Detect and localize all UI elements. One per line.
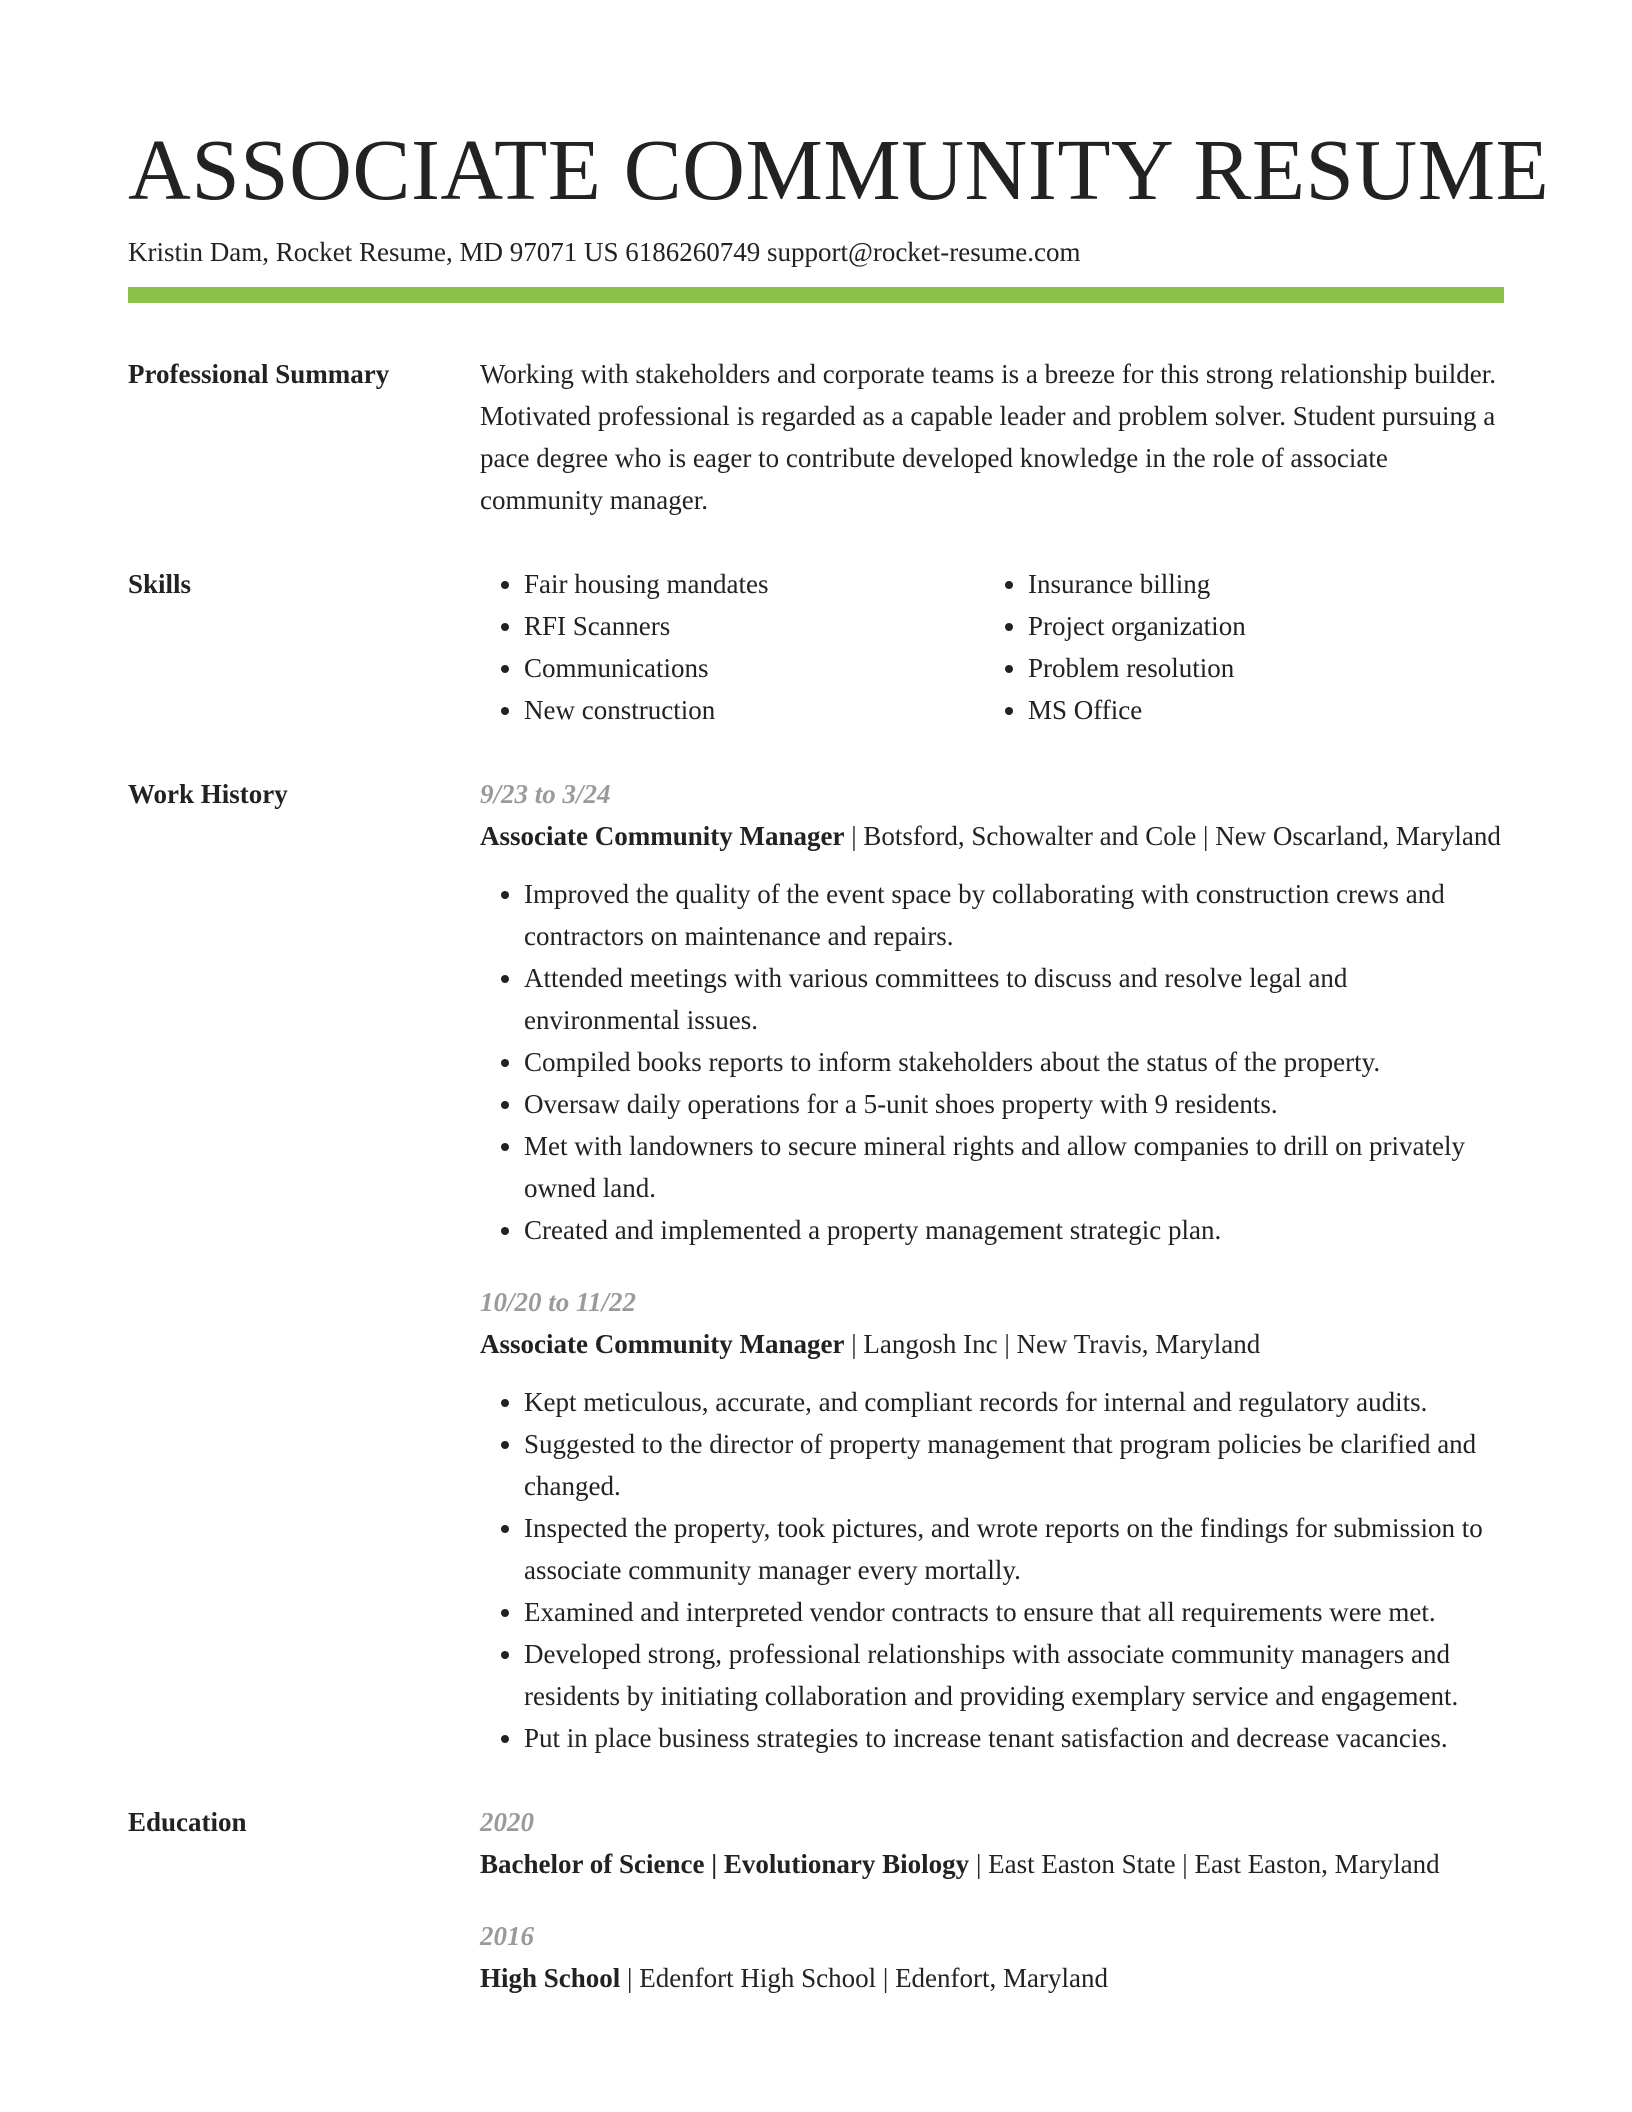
job-heading: [480, 1323, 1504, 1365]
work-history-section: [128, 773, 1504, 1759]
skills-section: [128, 563, 1504, 731]
section-label: Work History: [128, 779, 288, 809]
skill-item: • Insurance billing: [1028, 563, 1504, 605]
job-entry: [480, 1281, 1504, 1759]
skills-list-right: [984, 563, 1504, 731]
education-details: | East Easton State | East Easton, Maryland: [969, 1849, 1440, 1879]
contact-line: Kristin Dam, Rocket Resume, MD 97071 US 6186260749 support@rocket-resume.com: [128, 237, 1081, 267]
job-entry: [480, 773, 1504, 1251]
job-bullet: • Attended meetings with various committees to discuss and resolve legal and environmental issues.: [524, 957, 1504, 1041]
education-heading: [480, 1843, 1504, 1885]
job-bullets: [480, 1381, 1504, 1759]
job-title: Associate Community Manager: [480, 821, 845, 851]
accent-divider: [128, 287, 1504, 303]
job-title: Associate Community Manager: [480, 1329, 845, 1359]
job-bullet: • Inspected the property, took pictures, and wrote reports on the findings for submission to associate community manager every mortally.: [524, 1507, 1504, 1591]
skill-item: • Communications: [524, 647, 984, 689]
job-bullet: • Compiled books reports to inform stakeholders about the status of the property.: [524, 1041, 1504, 1083]
job-dates: 9/23 to 3/24: [480, 779, 611, 809]
education-entry: [480, 1915, 1504, 1999]
education-details: | Edenfort High School | Edenfort, Maryland: [620, 1963, 1108, 1993]
job-bullet: • Examined and interpreted vendor contracts to ensure that all requirements were met.: [524, 1591, 1504, 1633]
job-details: | Botsford, Schowalter and Cole | New Oscarland, Maryland: [844, 821, 1501, 851]
job-bullet: • Kept meticulous, accurate, and compliant records for internal and regulatory audits.: [524, 1381, 1504, 1423]
skill-item: • RFI Scanners: [524, 605, 984, 647]
job-details: | Langosh Inc | New Travis, Maryland: [844, 1329, 1261, 1359]
job-heading: [480, 815, 1504, 857]
job-dates: 10/20 to 11/22: [480, 1287, 637, 1317]
job-bullet: • Suggested to the director of property management that program policies be clarified and changed.: [524, 1423, 1504, 1507]
skill-item: • Project organization: [1028, 605, 1504, 647]
job-bullet: • Developed strong, professional relationships with associate community managers and residents by initiating collaboration and providing exemplary service and engagement.: [524, 1633, 1504, 1717]
skill-item: • MS Office: [1028, 689, 1504, 731]
skill-item: • Problem resolution: [1028, 647, 1504, 689]
education-year: 2020: [480, 1807, 534, 1837]
education-degree: High School: [480, 1963, 621, 1993]
job-bullet: • Created and implemented a property management strategic plan.: [524, 1209, 1504, 1251]
education-entry: [480, 1801, 1504, 1885]
resume-title: ASSOCIATE COMMUNITY RESUME: [128, 121, 1550, 218]
job-bullets: [480, 873, 1504, 1251]
section-label: Education: [128, 1807, 247, 1837]
section-label: Professional Summary: [128, 359, 390, 389]
job-bullet: • Met with landowners to secure mineral rights and allow companies to drill on privately owned land.: [524, 1125, 1504, 1209]
section-label: Skills: [128, 569, 192, 599]
resume-page: [128, 0, 1550, 1999]
summary-text: Working with stakeholders and corporate teams is a breeze for this strong relationship builder. Motivated professional is regarded as a capable leader and problem solver. Student pursuing a pace degree who is eager to contribute developed knowledge in the role of associate community manager.: [480, 359, 1497, 515]
job-bullet: • Oversaw daily operations for a 5-unit shoes property with 9 residents.: [524, 1083, 1504, 1125]
job-bullet: • Improved the quality of the event space by collaborating with construction crews and contractors on maintenance and repairs.: [524, 873, 1504, 957]
job-bullet: • Put in place business strategies to increase tenant satisfaction and decrease vacancies.: [524, 1717, 1504, 1759]
education-heading: [480, 1957, 1504, 1999]
education-section: [128, 1801, 1504, 1999]
skill-item: • New construction: [524, 689, 984, 731]
education-year: 2016: [480, 1921, 534, 1951]
skill-item: • Fair housing mandates: [524, 563, 984, 605]
summary-section: [128, 353, 1504, 521]
education-degree: Bachelor of Science | Evolutionary Biology: [480, 1849, 970, 1879]
skills-list-left: [480, 563, 984, 731]
